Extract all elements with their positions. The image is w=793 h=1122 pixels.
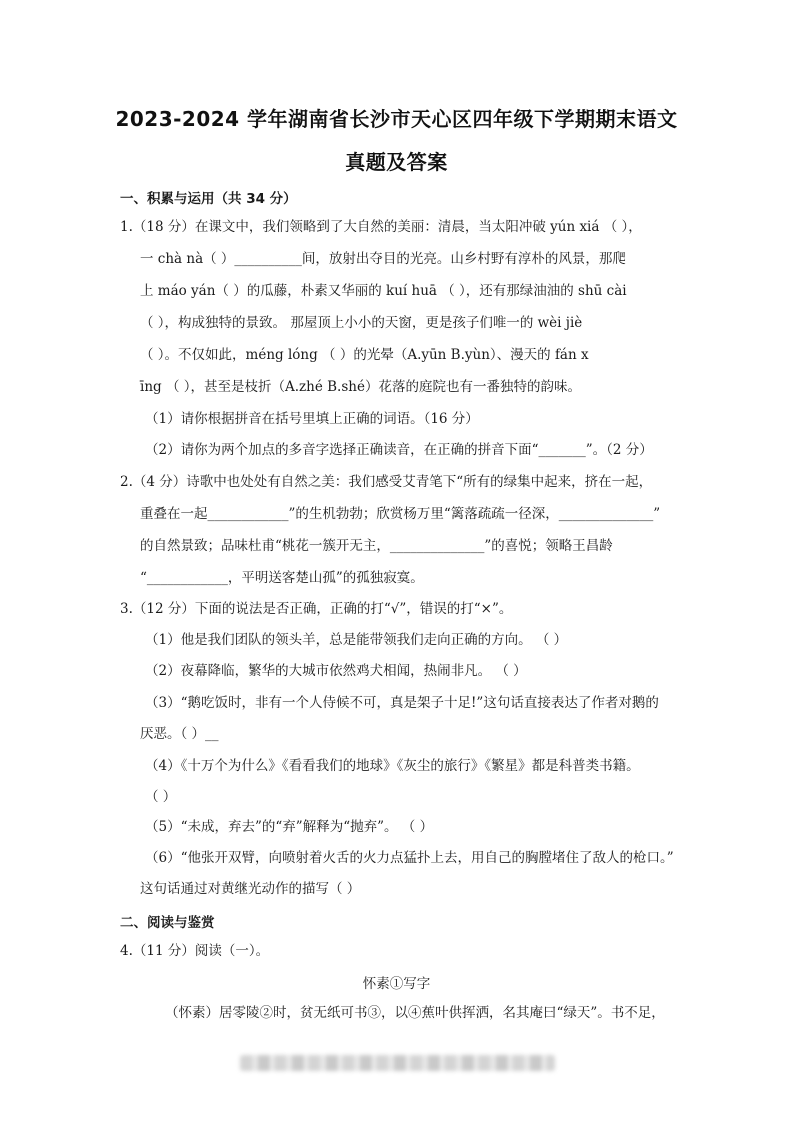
q3-item-3: （3）“鹅吃饭时，非有一个人侍候不可，真是架子十足!”这句话直接表达了作者对鹅的 xyxy=(145,695,659,711)
q3-item-6: （6）“他张开双臂，向喷射着火舌的火力点猛扑上去，用自己的胸膛堵住了敌人的枪口。” xyxy=(145,850,674,866)
q1-sub-1: （1）请你根据拼音在括号里填上正确的词语。（16 分） xyxy=(145,411,479,427)
section-1-heading: 一、积累与运用（共 34 分） xyxy=(120,191,297,207)
q2-line-4: “____________，平明送客楚山孤”的孤独寂寞。 xyxy=(140,570,424,586)
q1-line-2: 一 chà nà（ ）__________间，放射出夺目的光亮。山乡村野有淳朴的风景，那爬 xyxy=(140,251,626,267)
q3-item-4: （4）《十万个为什么》《看看我们的地球》《灰尘的旅行》《繁星》都是科普类书籍。 xyxy=(145,758,640,774)
section-2-heading: 二、阅读与鉴赏 xyxy=(120,915,215,931)
q4-line-1: 4.（11 分）阅读（一）。 xyxy=(120,943,270,959)
q1-line-6: īng （ ），甚至是枝折（A.zhé B.shé）花落的庭院也有一番独特的韵味。 xyxy=(140,379,581,395)
q3-line-1: 3.（12 分）下面的说法是否正确，正确的打“√”，错误的打“×”。 xyxy=(120,601,513,617)
q3-item-1: （1）他是我们团队的领头羊，总是能带领我们走向正确的方向。 （ ） xyxy=(145,632,568,648)
q1-line-1: 1.（18 分）在课文中，我们领略到了大自然的美丽：清晨，当太阳冲破 yún xiá （ ）， xyxy=(120,219,642,235)
document-title-line-2: 真题及答案 xyxy=(345,150,448,174)
q1-sub-2: （2）请你为两个加点的多音字选择正确读音，在正确的拼音下面“_______”。（2 分） xyxy=(145,442,653,458)
passage-line-1: （怀素）居零陵②时，贫无纸可书③，以④蕉叶供挥洒，名其庵曰“绿天”。书不足， xyxy=(165,1005,665,1021)
q1-line-4: （ ），构成独特的景致。 那屋顶上小小的天窗，更是孩子们唯一的 wèi jiè xyxy=(140,315,583,331)
q1-line-5: （ ）。不仅如此，méng lóng （ ）的光晕（A.yūn B.yùn）、漫天的 fán x xyxy=(140,347,589,363)
q2-line-1: 2.（4 分）诗歌中也处处有自然之美：我们感受艾青笔下“所有的绿集中起来，挤在一起， xyxy=(120,474,653,490)
q3-item-2: （2）夜幕降临，繁华的大城市依然鸡犬相闻，热闹非凡。 （ ） xyxy=(145,663,527,679)
blurred-footer xyxy=(240,1055,555,1071)
document-title-line-1: 2023-2024 学年湖南省长沙市天心区四年级下学期期末语文 xyxy=(115,107,678,131)
q2-line-3: 的自然景致；品味杜甫“桃花一簇开无主，______________”的喜悦；领略王昌龄 xyxy=(140,538,613,554)
q3-item-3-cont: 厌恶。（ ）__ xyxy=(140,726,219,742)
q3-item-4-cont: （ ） xyxy=(145,789,177,805)
q1-line-3: 上 máo yán（ ）的瓜藤，朴素又华丽的 kuí huā （ ），还有那绿油油的 shū cài xyxy=(140,283,627,299)
q3-item-6-cont: 这句话通过对黄继光动作的描写（ ） xyxy=(140,881,361,897)
q3-item-5: （5）“未成，弃去”的“弃”解释为“抛弃”。 （ ） xyxy=(145,819,434,835)
q2-line-2: 重叠在一起____________”的生机勃勃；欣赏杨万里“篱落疏疏一径深，______________” xyxy=(140,506,661,522)
passage-title: 怀素①写字 xyxy=(362,976,431,992)
